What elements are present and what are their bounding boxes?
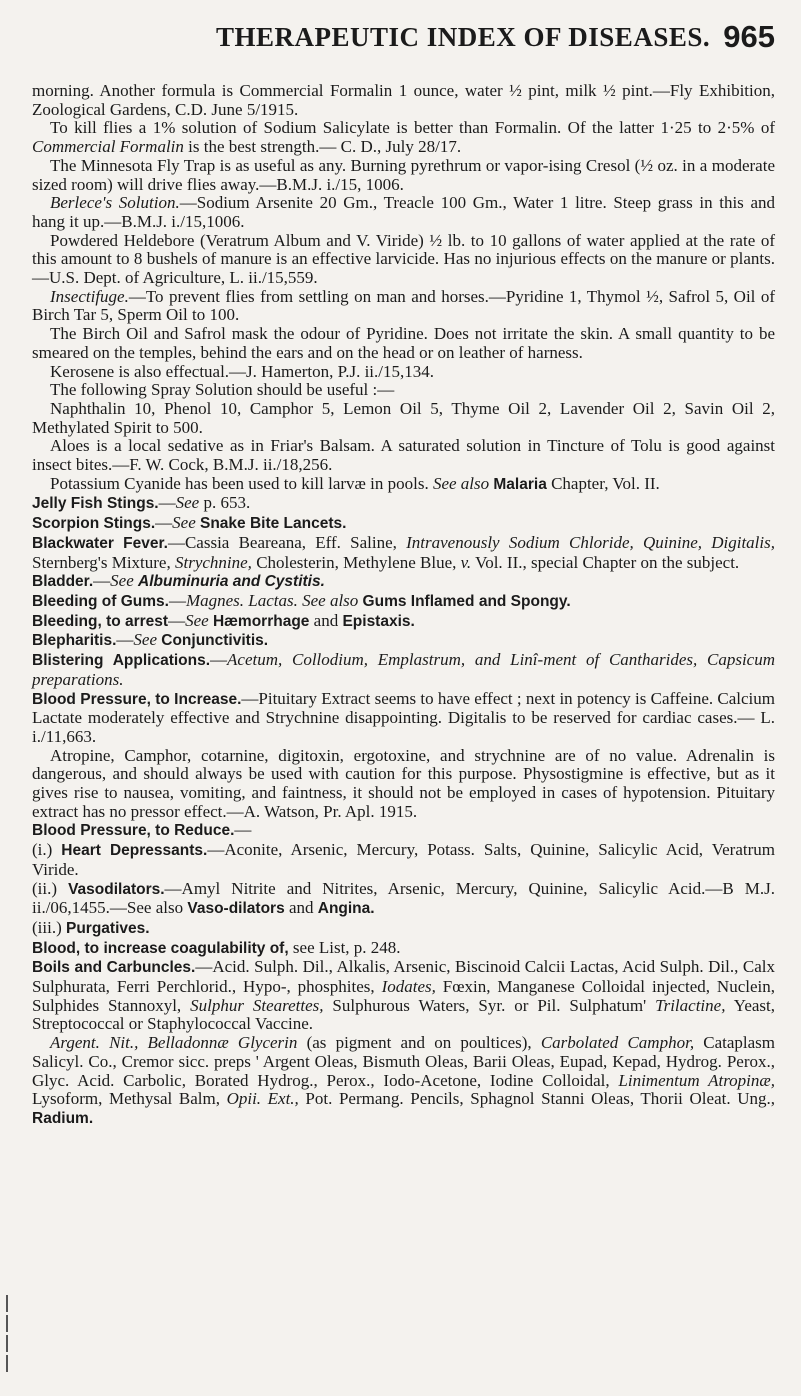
index-paragraph [32, 232, 775, 288]
text-run: and [309, 610, 343, 630]
entry-heading: Blackwater Fever. [32, 534, 168, 552]
index-paragraph [32, 747, 775, 822]
index-paragraph [32, 841, 775, 879]
index-paragraph [32, 939, 775, 959]
index-paragraph [32, 880, 775, 919]
index-paragraph [32, 437, 775, 474]
entry-heading: Scorpion Stings. [32, 515, 156, 533]
entry-heading: Blood Pressure, to Increase. [32, 690, 242, 708]
text-run: Kerosene is also effectual.—J. Hamerton, P.J. ii./15,134. [50, 361, 435, 381]
margin-mark [6, 1295, 8, 1312]
entry-heading: Epistaxis. [342, 612, 415, 630]
text-run: — [210, 650, 228, 670]
index-paragraph [32, 592, 775, 612]
index-paragraph [32, 363, 775, 382]
index-paragraph [32, 958, 775, 1034]
italic-term: Strychnine, [174, 552, 252, 572]
italic-term: Intravenously Sodium Chloride, Quinine, Digitalis, [406, 532, 775, 552]
text-run: Sulphurous Waters, Syr. or Pil. Sulphatum' [323, 995, 656, 1015]
cross-reference: Albuminuria and Cystitis. [138, 573, 325, 591]
text-run: Lysoform, Methysal Balm, [32, 1089, 227, 1109]
text-run: — [168, 590, 186, 610]
italic-term: See [175, 493, 200, 513]
index-paragraph [32, 157, 775, 194]
text-run: To kill flies a 1% solution of Sodium Salicylate is better than Formalin. Of the latter 1·25 to 2·5% of [50, 118, 775, 138]
index-paragraph [32, 651, 775, 689]
index-paragraph [32, 690, 775, 747]
index-paragraph [32, 119, 775, 156]
text-run: p. 653. [199, 493, 251, 513]
text-run: (i.) [32, 840, 62, 860]
entry-heading: Gums Inflamed and Spongy. [362, 592, 571, 610]
text-run: —Pituitary Extract seems to have effect ; next in potency is Caffeine. Calcium Lactate moderately effective and Strychnine disappointing. Digitalis to be reserved for cardiac cases.— L. i./11,663. [32, 688, 775, 746]
italic-term: Trilactine, [655, 995, 726, 1015]
entry-heading: Jelly Fish Stings. [32, 495, 159, 513]
text-run: (iii.) [32, 917, 66, 937]
text-run: The Birch Oil and Safrol mask the odour of Pyridine. Does not irritate the skin. A small quantity to be smeared on the temples, behind the ears and on the head or on leather of harness. [32, 324, 775, 362]
italic-term: Berlece's Solution. [50, 193, 180, 213]
italic-term: Iodates, [381, 977, 436, 997]
index-paragraph [32, 631, 775, 651]
text-run: Vol. II., special Chapter on the subject. [471, 552, 740, 572]
italic-term: Argent. Nit., Belladonnæ Glycerin [50, 1033, 298, 1053]
text-run: Cataplasm Salicyl. Co., Cremor sicc. preps ' Argent Oleas, Bismuth Oleas, Barii Oleas, Eupad, Kepad, Hydrog. Perox., Glyc. Acid. Carbolic, Borated Hydrog., Perox., Iodo-Acetone, Iodine Colloidal, [32, 1033, 776, 1090]
entry-heading: Radium. [32, 1109, 94, 1127]
index-paragraph [32, 514, 775, 534]
text-run: Cholesterin, Methylene Blue, [251, 552, 461, 572]
entry-heading: Bleeding, to arrest [32, 612, 169, 630]
text-run: and [284, 898, 318, 918]
text-run: —Aconite, Arsenic, Mercury, Potass. Salts, Quinine, Salicylic Acid, Veratrum Viride. [32, 840, 775, 879]
index-paragraph [32, 381, 775, 400]
index-paragraph [32, 572, 775, 592]
text-run: Fœxin, Manganese Colloidal injected, Nuclein, Sulphides Stannoxyl, [32, 977, 775, 1015]
entry-heading: Boils and Carbuncles. [32, 959, 196, 977]
text-run: (ii.) [32, 878, 69, 898]
entry-heading: Heart Depressants. [61, 842, 208, 860]
italic-term: See [185, 610, 209, 630]
index-paragraph [32, 821, 775, 841]
italic-term: See [133, 630, 158, 650]
text-run: — [168, 610, 186, 630]
entry-heading: Angina. [317, 900, 375, 918]
italic-term: Linimentum Atropinæ, [618, 1070, 775, 1090]
text-run: — [93, 571, 111, 591]
text-run: — [155, 513, 173, 533]
page-number: 965 [723, 19, 775, 54]
text-run: — [116, 630, 134, 650]
text-run: — [158, 493, 176, 513]
text-run: The following Spray Solution should be useful :— [50, 380, 395, 400]
italic-term: Commercial Formalin [32, 137, 184, 157]
text-run: — [234, 820, 252, 840]
margin-mark [6, 1355, 8, 1372]
index-body-text [32, 82, 775, 1129]
index-paragraph [32, 475, 775, 495]
entry-heading: Blepharitis. [32, 632, 117, 650]
entry-heading: Blood, to increase coagulability of, [32, 939, 289, 957]
text-run: —To prevent flies from settling on man and horses.—Pyridine 1, Thymol ½, Safrol 5, Oil of Birch Tar 5, Sperm Oil to 100. [32, 286, 775, 325]
index-paragraph [32, 919, 775, 939]
text-run: Pot. Permang. Pencils, Sphagnol Stanni Oleas, Thorii Oleat. Ung., [298, 1089, 775, 1109]
index-paragraph [32, 325, 775, 362]
running-title: THERAPEUTIC INDEX OF DISEASES. [216, 22, 711, 52]
index-paragraph [32, 82, 775, 119]
italic-term: See [110, 571, 134, 591]
italic-term: Insectifuge. [50, 286, 129, 306]
entry-heading: Vaso-dilators [187, 900, 285, 918]
text-run: Sternberg's Mixture, [32, 552, 175, 572]
text-run: is the best strength.— C. D., July 28/17. [183, 137, 462, 157]
index-paragraph [32, 534, 775, 572]
italic-term: Opii. Ext., [226, 1089, 299, 1109]
entry-heading: Bladder. [32, 573, 94, 591]
index-paragraph [32, 612, 775, 632]
entry-heading: Bleeding of Gums. [32, 592, 169, 610]
entry-heading: Snake Bite Lancets. [200, 515, 347, 533]
text-run: (as pigment and on poultices), [297, 1033, 541, 1053]
index-paragraph [32, 400, 775, 437]
margin-mark [6, 1335, 8, 1352]
italic-term: Carbolated Camphor, [540, 1033, 695, 1053]
text-run: —Acid. Sulph. Dil., Alkalis, Arsenic, Biscinoid Calcii Lactas, Acid Sulph. Dil., Calx Sulphurata, Ferri Perchlorid., Hypo-, phosphites, [32, 957, 775, 997]
italic-term: See also [432, 473, 490, 493]
entry-heading: Vasodilators. [68, 880, 165, 898]
index-paragraph [32, 494, 775, 514]
text-run: Aloes is a local sedative as in Friar's Balsam. A saturated solution in Tincture of Tolu is good against insect bites.—F. W. Cock, B.M.J. ii./18,256. [32, 436, 775, 475]
text-run: The Minnesota Fly Trap is as useful as any. Burning pyrethrum or vapor-ising Cresol (½ oz. in a moderate sized room) will drive flies away.—B.M.J. i./15, 1006. [32, 155, 775, 194]
text-run: Powdered Heldebore (Veratrum Album and V. Viride) ½ lb. to 10 gallons of water applied at the rate of this amount to 8 bushels of manure is an effective larvicide. Has no injurious effects on the manure or plants.—U.S. Dept. of Agriculture, L. ii./15,559. [32, 230, 775, 288]
text-run: —Amyl Nitrite and Nitrites, Arsenic, Mercury, Quinine, Salicylic Acid.—B M.J. ii./06,1455.—See also [32, 878, 775, 918]
entry-heading: Blistering Applications. [32, 652, 211, 670]
text-run: Atropine, Camphor, cotarnine, digitoxin, ergotoxine, and strychnine are of no value. Adrenalin is dangerous, and should always be used with caution for this purpose. Physostigmine is effective, but as it gives rise to nausea, vomiting, and faintness, it should not be employed in cases of hypotension. Pituitary extract has no pressor effect.—A. Watson, Pr. Apl. 1915. [32, 745, 775, 821]
italic-term: See [172, 513, 196, 533]
text-run: see List, p. 248. [288, 937, 401, 957]
entry-heading: Conjunctivitis. [161, 632, 269, 650]
margin-mark [6, 1315, 8, 1332]
italic-term: Magnes. Lactas. [185, 590, 298, 610]
entry-heading: Hæmorrhage [212, 612, 310, 630]
italic-term: Sulphur Stearettes, [190, 995, 324, 1015]
entry-heading: Malaria [493, 475, 547, 493]
page-header [32, 4, 775, 82]
text-run: Chapter, Vol. II. [546, 473, 660, 493]
index-paragraph [32, 1034, 775, 1129]
text-run: Yeast, Streptococcal or Staphylococcal Vaccine. [32, 995, 775, 1034]
italic-term: Acetum, Collodium, Emplastrum, and Linî-ment of Cantharides, Capsicum preparations. [32, 650, 775, 689]
binding-margin-marks [6, 1295, 9, 1395]
index-paragraph [32, 288, 775, 325]
text-run: morning. Another formula is Commercial Formalin 1 ounce, water ½ pint, milk ½ pint.—Fly Exhibition, Zoological Gardens, C.D. June 5/1915. [32, 81, 775, 119]
text-run: Potassium Cyanide has been used to kill larvæ in pools. [50, 473, 433, 493]
italic-term: See also [302, 590, 359, 610]
text-run: —Cassia Beareana, Eff. Saline, [167, 532, 407, 552]
entry-heading: Blood Pressure, to Reduce. [32, 822, 235, 840]
text-run: —Sodium Arsenite 20 Gm., Treacle 100 Gm., Water 1 litre. Steep grass in this and hang it up.—B.M.J. i./15,1006. [32, 193, 775, 231]
entry-heading: Purgatives. [66, 919, 150, 937]
text-run: Naphthalin 10, Phenol 10, Camphor 5, Lemon Oil 5, Thyme Oil 2, Lavender Oil 2, Savin Oil 2, Methylated Spirit to 500. [32, 398, 775, 437]
italic-term: v. [460, 552, 472, 572]
index-paragraph [32, 194, 775, 231]
